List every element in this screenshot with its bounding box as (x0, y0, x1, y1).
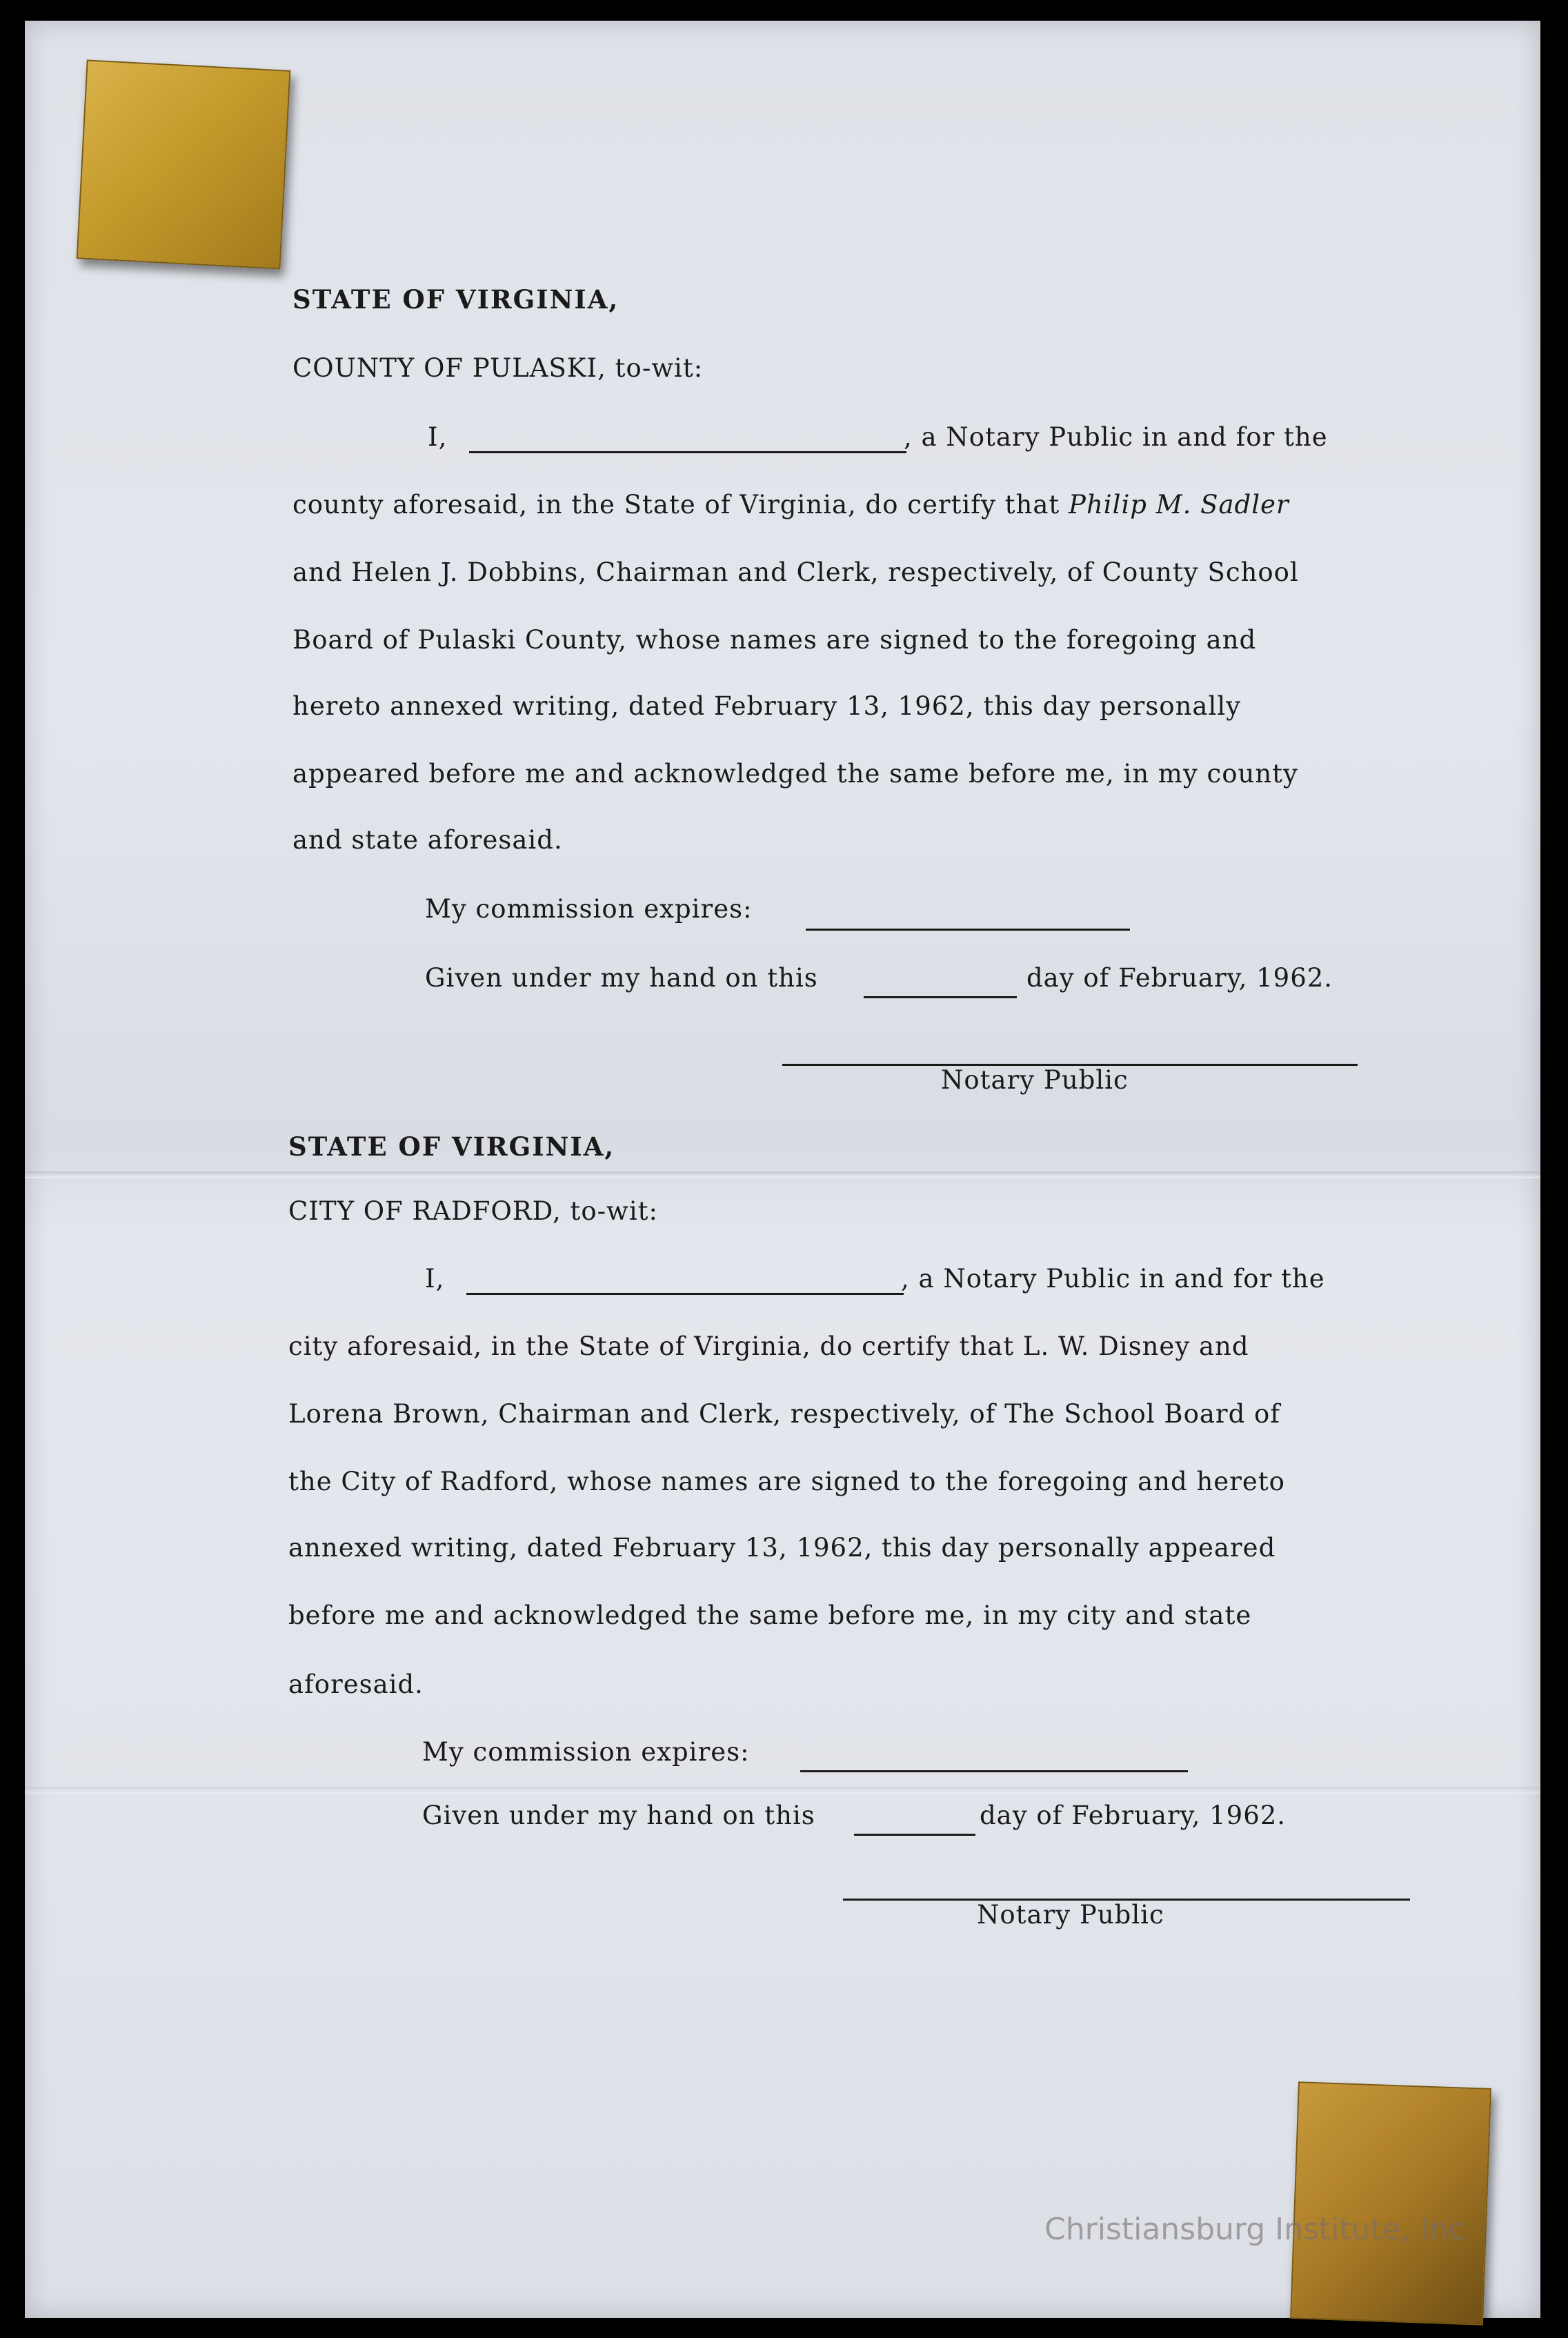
notary-name-blank-1[interactable] (469, 451, 906, 453)
binder-clip-top (77, 59, 291, 269)
body-line-2-3: Lorena Brown, Chairman and Clerk, respectively, of The School Board of (288, 1399, 1281, 1429)
commission-blank-1[interactable] (806, 929, 1130, 931)
day-blank-2[interactable] (854, 1834, 975, 1836)
body-line-1-4: Board of Pulaski County, whose names are signed to the foregoing and (292, 625, 1257, 655)
watermark-text: Christiansburg Institute, Inc (1044, 2212, 1465, 2247)
body-line-2-6: before me and acknowledged the same before me, in my city and state (288, 1601, 1252, 1630)
paper-fold (25, 1171, 1540, 1178)
notary-name-blank-2[interactable] (466, 1293, 904, 1295)
given-label-2: Given under my hand on this (422, 1801, 815, 1830)
notary-intro-1: I, (428, 422, 448, 452)
body-line-1-5: hereto annexed writing, dated February 13, 1962, this day personally (292, 691, 1242, 721)
chairman-name: Philip M. Sadler (1069, 490, 1289, 519)
body-line-2-7: aforesaid. (288, 1670, 424, 1699)
body-line-1-3: and Helen J. Dobbins, Chairman and Clerk, respectively, of County School (292, 557, 1299, 587)
body-line-2-4: the City of Radford, whose names are signed to the foregoing and hereto (288, 1467, 1285, 1496)
day-blank-1[interactable] (864, 996, 1017, 998)
body-line-2-2: city aforesaid, in the State of Virginia, do certify that L. W. Disney and (288, 1331, 1249, 1361)
binder-clip-bottom (1290, 2081, 1491, 2326)
given-date-2: day of February, 1962. (980, 1801, 1287, 1830)
city-heading: CITY OF RADFORD, to-wit: (288, 1196, 659, 1226)
state-heading-1: STATE OF VIRGINIA, (292, 284, 619, 315)
given-label-1: Given under my hand on this (425, 963, 818, 993)
county-heading: COUNTY OF PULASKI, to-wit: (292, 353, 704, 383)
body-line-1-2 (292, 490, 1289, 519)
body-line-1-6: appeared before me and acknowledged the same before me, in my county (292, 759, 1298, 789)
commission-label-1: My commission expires: (425, 894, 753, 924)
notary-intro-2-cont: , a Notary Public in and for the (901, 1264, 1325, 1294)
state-heading-2: STATE OF VIRGINIA, (288, 1131, 615, 1162)
commission-blank-2[interactable] (800, 1770, 1188, 1772)
body-line-2-5: annexed writing, dated February 13, 1962, this day personally appeared (288, 1533, 1276, 1563)
commission-label-2: My commission expires: (422, 1737, 750, 1767)
paper-fold (25, 1787, 1540, 1794)
notary-public-label-1: Notary Public (941, 1065, 1129, 1095)
notary-intro-2: I, (425, 1264, 445, 1294)
notary-intro-1-cont: , a Notary Public in and for the (904, 422, 1328, 452)
body-line-1-2-text: county aforesaid, in the State of Virginia, do certify that (292, 490, 1060, 519)
body-line-1-7: and state aforesaid. (292, 825, 563, 855)
given-date-1: day of February, 1962. (1026, 963, 1333, 993)
notary-public-label-2: Notary Public (977, 1900, 1164, 1930)
document-page (25, 21, 1540, 2318)
